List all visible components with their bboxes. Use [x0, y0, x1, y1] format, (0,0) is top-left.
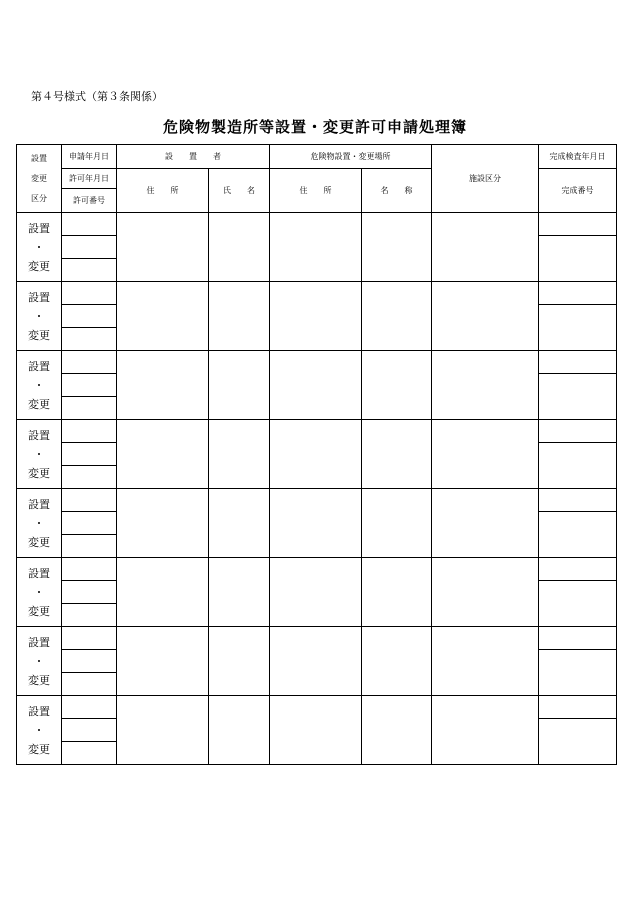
register-row-part: [17, 558, 617, 581]
row-installer-address-cell[interactable]: [117, 213, 209, 282]
row-location-address-cell[interactable]: [270, 696, 362, 765]
row-location-address-cell[interactable]: [270, 489, 362, 558]
row-installer-address-cell[interactable]: [117, 627, 209, 696]
row-kubun-kubun-b: 変更: [28, 259, 50, 273]
row-kubun-kubun-b: 変更: [28, 742, 50, 756]
row-kubun-cell: [17, 213, 62, 282]
row-kubun-kubun-a: 設置: [28, 704, 50, 718]
row-kubun-cell: [17, 420, 62, 489]
row-facility-type-cell[interactable]: [432, 627, 539, 696]
row-date-cell[interactable]: [62, 512, 117, 535]
row-date-cell[interactable]: [62, 489, 117, 512]
row-installer-name-cell[interactable]: [209, 696, 270, 765]
header-kubun-top: 設置: [31, 153, 47, 163]
row-kubun-cell: [17, 627, 62, 696]
row-date-cell[interactable]: [62, 650, 117, 673]
row-kubun-dot: ・: [33, 378, 45, 392]
row-location-name-cell[interactable]: [362, 489, 432, 558]
row-facility-type-cell[interactable]: [432, 213, 539, 282]
register-row-part: [17, 420, 617, 443]
header-location-address: 住 所: [270, 169, 362, 213]
register-table: [16, 144, 617, 765]
header-permit-date: 許可年月日: [62, 169, 117, 189]
header-permit-no: 許可番号: [62, 189, 117, 213]
row-inspection-date-cell[interactable]: [539, 558, 617, 581]
row-kubun-kubun-b: 変更: [28, 604, 50, 618]
row-date-cell[interactable]: [62, 259, 117, 282]
row-installer-address-cell[interactable]: [117, 282, 209, 351]
row-location-name-cell[interactable]: [362, 351, 432, 420]
row-kubun-kubun-a: 設置: [28, 290, 50, 304]
row-installer-address-cell[interactable]: [117, 696, 209, 765]
register-row-part: [17, 351, 617, 374]
header-location-name: 名 称: [362, 169, 432, 213]
row-inspection-date-cell[interactable]: [539, 213, 617, 236]
row-completion-no-cell[interactable]: [539, 719, 617, 765]
row-location-address-cell[interactable]: [270, 558, 362, 627]
row-date-cell[interactable]: [62, 328, 117, 351]
row-date-cell[interactable]: [62, 213, 117, 236]
row-installer-name-cell[interactable]: [209, 282, 270, 351]
row-date-cell[interactable]: [62, 742, 117, 765]
row-date-cell[interactable]: [62, 673, 117, 696]
header-location: 危険物設置・変更場所: [270, 145, 432, 169]
row-date-cell[interactable]: [62, 581, 117, 604]
row-kubun-dot: ・: [33, 516, 45, 530]
row-kubun-cell: [17, 696, 62, 765]
form-number-label: 第４号様式（第３条関係）: [31, 90, 163, 103]
row-date-cell[interactable]: [62, 443, 117, 466]
row-kubun-kubun-b: 変更: [28, 673, 50, 687]
row-inspection-date-cell[interactable]: [539, 420, 617, 443]
row-installer-name-cell[interactable]: [209, 558, 270, 627]
row-installer-name-cell[interactable]: [209, 489, 270, 558]
row-kubun-dot: ・: [33, 447, 45, 461]
header-apply-date: 申請年月日: [62, 145, 117, 169]
header-facility-type: 施設区分: [432, 145, 539, 213]
row-inspection-date-cell[interactable]: [539, 351, 617, 374]
header-kubun: [17, 145, 62, 213]
register-row-part: [17, 282, 617, 305]
header-completion-no: 完成番号: [539, 169, 617, 213]
row-location-name-cell[interactable]: [362, 696, 432, 765]
row-completion-no-cell[interactable]: [539, 374, 617, 420]
register-row-part: [17, 627, 617, 650]
row-installer-address-cell[interactable]: [117, 558, 209, 627]
row-date-cell[interactable]: [62, 696, 117, 719]
row-date-cell[interactable]: [62, 558, 117, 581]
row-kubun-kubun-a: 設置: [28, 428, 50, 442]
row-date-cell[interactable]: [62, 719, 117, 742]
row-facility-type-cell[interactable]: [432, 420, 539, 489]
row-facility-type-cell[interactable]: [432, 558, 539, 627]
row-location-address-cell[interactable]: [270, 351, 362, 420]
row-location-name-cell[interactable]: [362, 282, 432, 351]
row-installer-name-cell[interactable]: [209, 351, 270, 420]
row-date-cell[interactable]: [62, 236, 117, 259]
row-kubun-cell: [17, 558, 62, 627]
header-installer: 設 置 者: [117, 145, 270, 169]
row-inspection-date-cell[interactable]: [539, 696, 617, 719]
row-kubun-kubun-b: 変更: [28, 466, 50, 480]
header-kubun-bot: 区分: [31, 193, 47, 203]
row-location-name-cell[interactable]: [362, 558, 432, 627]
row-installer-name-cell[interactable]: [209, 627, 270, 696]
row-date-cell[interactable]: [62, 397, 117, 420]
row-kubun-cell: [17, 282, 62, 351]
register-row-part: [17, 213, 617, 236]
header-inspection-date: 完成検査年月日: [539, 145, 617, 169]
row-date-cell[interactable]: [62, 374, 117, 397]
row-kubun-kubun-a: 設置: [28, 497, 50, 511]
row-kubun-kubun-a: 設置: [28, 221, 50, 235]
row-completion-no-cell[interactable]: [539, 443, 617, 489]
row-kubun-kubun-a: 設置: [28, 359, 50, 373]
row-location-name-cell[interactable]: [362, 627, 432, 696]
row-kubun-kubun-b: 変更: [28, 397, 50, 411]
row-location-address-cell[interactable]: [270, 213, 362, 282]
row-location-name-cell[interactable]: [362, 213, 432, 282]
row-installer-address-cell[interactable]: [117, 351, 209, 420]
row-location-address-cell[interactable]: [270, 282, 362, 351]
row-date-cell[interactable]: [62, 627, 117, 650]
row-kubun-kubun-b: 変更: [28, 535, 50, 549]
register-row-part: [17, 696, 617, 719]
row-installer-name-cell[interactable]: [209, 213, 270, 282]
row-installer-address-cell[interactable]: [117, 489, 209, 558]
row-kubun-kubun-b: 変更: [28, 328, 50, 342]
row-kubun-kubun-a: 設置: [28, 635, 50, 649]
row-kubun-cell: [17, 489, 62, 558]
row-kubun-dot: ・: [33, 654, 45, 668]
row-completion-no-cell[interactable]: [539, 581, 617, 627]
row-completion-no-cell[interactable]: [539, 650, 617, 696]
row-inspection-date-cell[interactable]: [539, 627, 617, 650]
row-kubun-dot: ・: [33, 240, 45, 254]
row-location-name-cell[interactable]: [362, 420, 432, 489]
row-location-address-cell[interactable]: [270, 627, 362, 696]
row-date-cell[interactable]: [62, 535, 117, 558]
row-date-cell[interactable]: [62, 604, 117, 627]
row-completion-no-cell[interactable]: [539, 305, 617, 351]
row-date-cell[interactable]: [62, 305, 117, 328]
row-completion-no-cell[interactable]: [539, 512, 617, 558]
row-facility-type-cell[interactable]: [432, 489, 539, 558]
row-date-cell[interactable]: [62, 351, 117, 374]
header-installer-name: 氏 名: [209, 169, 270, 213]
row-date-cell[interactable]: [62, 466, 117, 489]
row-facility-type-cell[interactable]: [432, 282, 539, 351]
row-date-cell[interactable]: [62, 282, 117, 305]
row-kubun-dot: ・: [33, 309, 45, 323]
row-completion-no-cell[interactable]: [539, 236, 617, 282]
row-facility-type-cell[interactable]: [432, 351, 539, 420]
row-location-address-cell[interactable]: [270, 420, 362, 489]
header-installer-address: 住 所: [117, 169, 209, 213]
header-kubun-mid: 変更: [31, 173, 47, 183]
row-installer-address-cell[interactable]: [117, 420, 209, 489]
register-row-part: [17, 489, 617, 512]
row-kubun-kubun-a: 設置: [28, 566, 50, 580]
row-kubun-cell: [17, 351, 62, 420]
row-installer-name-cell[interactable]: [209, 420, 270, 489]
row-date-cell[interactable]: [62, 420, 117, 443]
row-facility-type-cell[interactable]: [432, 696, 539, 765]
row-kubun-dot: ・: [33, 585, 45, 599]
row-inspection-date-cell[interactable]: [539, 282, 617, 305]
page-title: 危険物製造所等設置・変更許可申請処理簿: [162, 118, 467, 136]
row-kubun-dot: ・: [33, 723, 45, 737]
row-inspection-date-cell[interactable]: [539, 489, 617, 512]
